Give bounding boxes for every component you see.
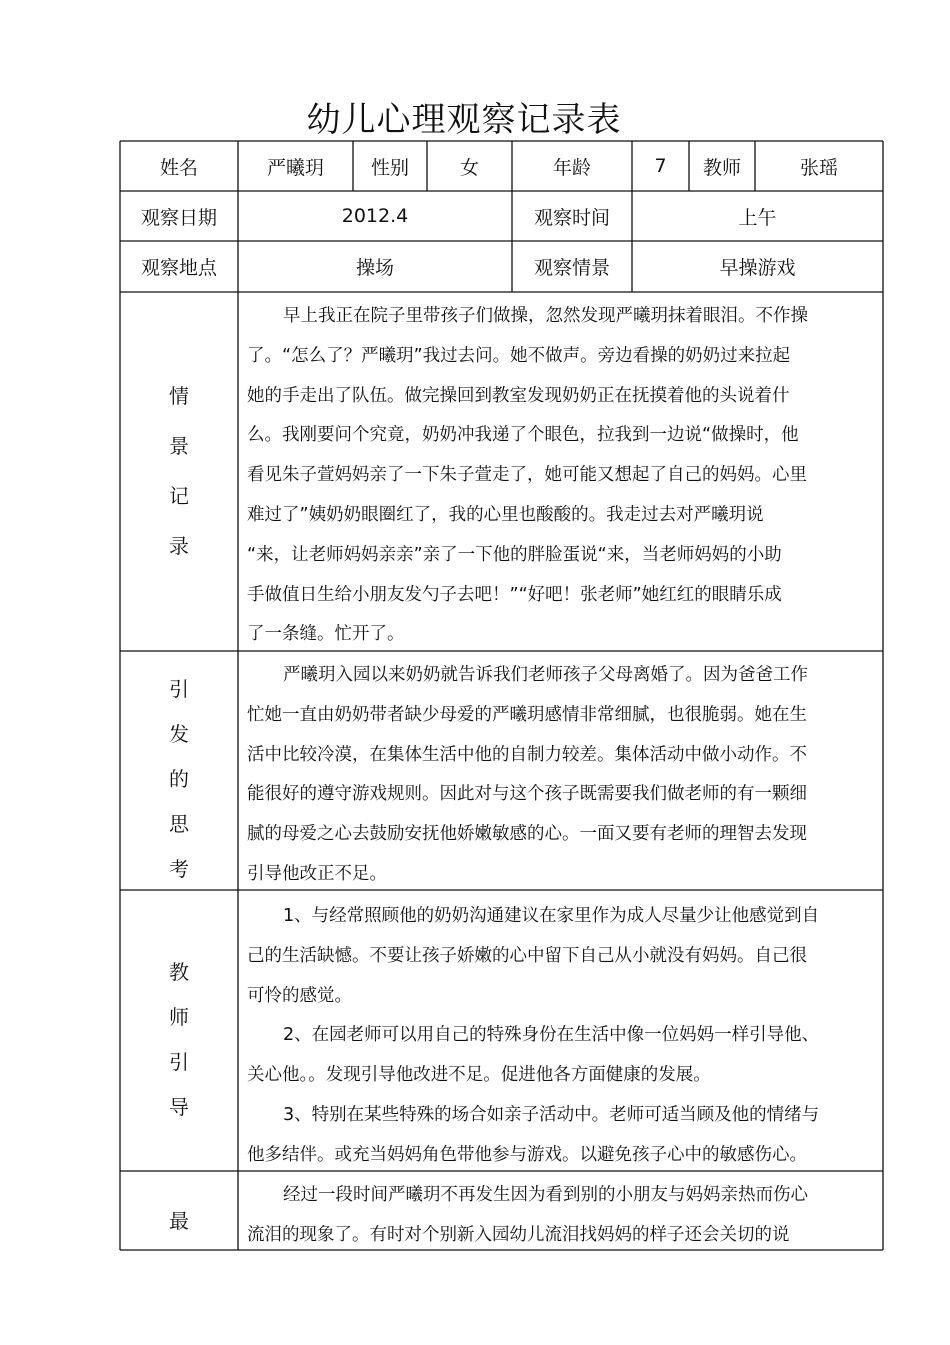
gender-label: 性别 <box>370 156 409 179</box>
record-line: 早上我正在院子里带孩子们做操，忽然发现严曦玥抹着眼泪。不作操 <box>283 306 808 326</box>
time-label: 观察时间 <box>533 206 610 229</box>
record-line: “来，让老师妈妈亲亲”亲了一下他的胖脸蛋说“来，当老师妈妈的小助 <box>247 544 782 565</box>
record-line: 看见朱子萱妈妈亲了一下朱子萱走了，她可能又想起了自己的妈妈。心里 <box>247 465 807 486</box>
thinking-line: 引导他改正不足。 <box>247 863 387 884</box>
guidance-line: 关心他。。发现引导他改进不足。促进他各方面健康的发展。 <box>247 1065 711 1086</box>
guidance-text <box>247 897 832 1176</box>
final-text <box>247 1176 832 1256</box>
thinking-line: 腻的母爱之心去鼓励安抚他娇嫩敏感的心。一面又要有老师的理智去发现 <box>247 824 807 845</box>
thinking-line: 能很好的遵守游戏规则。因此对与这个孩子既需要我们做老师的有一颗细 <box>247 784 807 805</box>
thinking-label-char: 的 <box>169 767 189 791</box>
guidance-line: 己的生活缺憾。不要让孩子娇嫩的心中留下自己从小就没有妈妈。自己很 <box>247 945 807 966</box>
guidance-label-char: 教 <box>169 960 189 984</box>
thinking-line: 忙她一直由奶奶带者缺少母爱的严曦玥感情非常细腻，也很脆弱。她在生 <box>247 704 807 725</box>
thinking-line: 严曦玥入园以来奶奶就告诉我们老师孩子父母离婚了。因为爸爸工作 <box>283 665 808 685</box>
thinking-label-char: 发 <box>169 722 189 746</box>
age-value: 7 <box>654 155 667 177</box>
time-value: 上午 <box>738 206 777 229</box>
teacher-label: 教师 <box>702 156 741 179</box>
guidance-line: 2、在园老师可以用自己的特殊身份在生活中像一位妈妈一样引导他、 <box>283 1025 820 1046</box>
date-label: 观察日期 <box>140 206 217 229</box>
record-line: 么。我刚要问个究竟，奶奶冲我递了个眼色，拉我到一边说“做操时，他 <box>247 425 799 446</box>
page-title: 幼儿心理观察记录表 <box>306 100 622 140</box>
name-value: 严曦玥 <box>266 156 324 179</box>
age-label: 年龄 <box>552 156 591 179</box>
place-value: 操场 <box>355 257 394 279</box>
teacher-value: 张瑶 <box>799 156 838 179</box>
record-label-char: 记 <box>169 484 189 508</box>
guidance-label-char: 师 <box>169 1005 189 1029</box>
guidance-label-char: 导 <box>169 1095 189 1119</box>
record-label-char: 录 <box>169 534 189 558</box>
thinking-label-char: 思 <box>169 812 189 836</box>
guidance-line: 他多结伴。或充当妈妈角色带他参与游戏。以避免孩子心中的敏感伤心。 <box>247 1144 807 1165</box>
record-label-char: 情 <box>169 384 189 408</box>
record-line: 了。“怎么了？严曦玥”我过去问。她不做声。旁边看操的奶奶过来拉起 <box>247 345 791 366</box>
record-text <box>247 297 832 655</box>
record-line: 了一条缝。忙开了。 <box>247 624 405 645</box>
guidance-line: 1、与经常照顾他的奶奶沟通建议在家里作为成人尽量少让他感觉到自 <box>283 906 820 926</box>
record-label-char: 景 <box>169 434 189 458</box>
thinking-label-char: 引 <box>169 677 189 701</box>
record-line: 她的手走出了队伍。做完操回到教室发现奶奶正在抚摸着他的头说着什 <box>247 385 790 406</box>
name-label: 姓名 <box>159 156 198 179</box>
gender-value: 女 <box>459 156 479 179</box>
scene-value: 早操游戏 <box>719 257 796 279</box>
thinking-text <box>247 656 832 895</box>
final-line: 经过一段时间严曦玥不再发生因为看到别的小朋友与妈妈亲热而伤心 <box>283 1185 808 1205</box>
place-label: 观察地点 <box>140 257 217 279</box>
thinking-label-char: 考 <box>169 857 189 881</box>
guidance-label-char: 引 <box>169 1050 189 1074</box>
guidance-line: 可怜的感觉。 <box>247 985 352 1006</box>
thinking-line: 活中比较冷漠，在集体生活中他的自制力较差。集体活动中做小动作。不 <box>247 744 807 765</box>
record-line: 手做值日生给小朋友发勺子去吧！”“好吧！张老师”她红红的眼睛乐成 <box>247 584 782 605</box>
record-line: 难过了”姨奶奶眼圈红了，我的心里也酸酸的。我走过去对严曦玥说 <box>247 504 764 525</box>
date-value: 2012.4 <box>341 205 409 227</box>
final-label-char: 最 <box>169 1209 189 1233</box>
guidance-line: 3、特别在某些特殊的场合如亲子活动中。老师可适当顾及他的情绪与 <box>283 1104 820 1125</box>
final-line: 流泪的现象了。有时对个别新入园幼儿流泪找妈妈的样子还会关切的说 <box>247 1224 790 1245</box>
scene-label: 观察情景 <box>533 257 610 279</box>
